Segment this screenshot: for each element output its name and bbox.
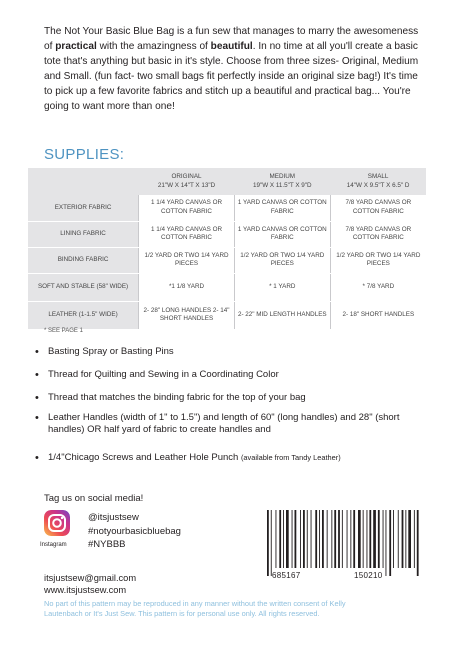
- row-label: BINDING FABRIC: [28, 247, 139, 273]
- table-cell: 1 1/4 YARD CANVAS OR COTTON FABRIC: [139, 195, 235, 221]
- barcode-bar: [311, 510, 312, 568]
- barcode-bar: [319, 510, 320, 568]
- social-handles: [88, 511, 181, 552]
- row-label: LEATHER (1-1.5" WIDE): [28, 301, 139, 329]
- table-cell: 1 1/4 YARD CANVAS OR COTTON FABRIC: [139, 221, 235, 247]
- table-cell: *1 1/8 YARD: [139, 273, 235, 301]
- website-link[interactable]: www.itsjustsew.com: [44, 585, 127, 596]
- row-label: EXTERIOR FABRIC: [28, 195, 139, 221]
- row-label: SOFT AND STABLE (58" WIDE): [28, 273, 139, 301]
- barcode-bar: [295, 510, 297, 568]
- instagram-icon[interactable]: [44, 510, 70, 536]
- barcode-bar: [267, 510, 269, 576]
- barcode-bar: [363, 510, 364, 568]
- intro-paragraph: [44, 24, 424, 115]
- table-cell: 7/8 YARD CANVAS OR COTTON FABRIC: [330, 221, 426, 247]
- barcode-bar: [271, 510, 272, 576]
- barcode-bar: [276, 510, 277, 568]
- barcode-bar: [367, 510, 368, 568]
- intro-text-3: . In no time at all you'll create a basic tote that's anything but basic in it's style. Choose from three sizes- Original, Medium and Small. (fun fact- two small bags fit perfectly inside an original size bag!) It's time to pick up a few favorite fabrics and stitch up a beautiful and practical bag... You're going to want more than one!: [44, 41, 419, 113]
- header-medium: MEDIUM 19"W X 11.5"T X 9"D: [234, 168, 330, 195]
- see-page-note: * SEE PAGE 1: [44, 328, 83, 334]
- hashtag: #NYBBB: [88, 539, 126, 550]
- barcode-bar: [307, 510, 308, 568]
- email-link[interactable]: itsjustsew@gmail.com: [44, 573, 137, 583]
- table-row: [28, 301, 426, 329]
- table-cell: 1/2 YARD OR TWO 1/4 YARD PIECES: [234, 247, 330, 273]
- barcode-number-right: 150210: [354, 571, 383, 580]
- list-item: • Basting Spray or Basting Pins: [34, 346, 434, 358]
- barcode-bar: [279, 510, 281, 568]
- barcode-bar: [334, 510, 336, 568]
- barcode-bar: [386, 510, 387, 576]
- tag-us-line: Tag us on social media!: [44, 493, 144, 504]
- header-small: SMALL 14"W X 9.5"T X 6.5" D: [330, 168, 426, 195]
- barcode-bar: [350, 510, 351, 568]
- instagram-label: Instagram: [40, 542, 67, 548]
- barcode-number-left: 685167: [272, 571, 301, 580]
- table-cell: 1 YARD CANVAS OR COTTON FABRIC: [234, 221, 330, 247]
- barcode-bar: [408, 510, 411, 568]
- table-cell: 1/2 YARD OR TWO 1/4 YARD PIECES: [139, 247, 235, 273]
- barcode-bar: [283, 510, 284, 568]
- table-row: [28, 273, 426, 301]
- barcode-bar: [414, 510, 415, 568]
- barcode-bar: [286, 510, 289, 568]
- list-item: • Thread that matches the binding fabric for the top of your bag: [34, 392, 434, 404]
- table-row: [28, 221, 426, 247]
- list-item: • Thread for Quilting and Sewing in a Coordinating Color: [34, 369, 434, 381]
- barcode-bar: [393, 510, 394, 568]
- table-cell: 2- 22" MID LENGTH HANDLES: [234, 301, 330, 329]
- barcode-bar: [338, 510, 340, 568]
- intro-text-2: with the amazingness of: [96, 41, 211, 53]
- table-cell: * 1 YARD: [234, 273, 330, 301]
- header-original: ORIGINAL 21"W X 14"T X 13"D: [139, 168, 235, 195]
- table-header-row: [28, 168, 426, 195]
- table-cell: 1/2 YARD OR TWO 1/4 YARD PIECES: [330, 247, 426, 273]
- supplies-table: [28, 168, 426, 330]
- list-item: • Leather Handles (width of 1" to 1.5") and length of 60" (long handles) and 28" (short handles) OR half yard of fabric to create handles and: [34, 412, 434, 436]
- barcode-bar: [353, 510, 355, 568]
- social-handle: @itsjustsew: [88, 512, 139, 523]
- barcode-bar: [378, 510, 380, 568]
- barcode-bar: [342, 510, 343, 568]
- barcode-bar: [369, 510, 371, 568]
- contact-info: [44, 572, 136, 596]
- barcode-bar: [303, 510, 305, 568]
- table-cell: 2- 18" SHORT HANDLES: [330, 301, 426, 329]
- barcode-bar: [315, 510, 317, 568]
- barcode-bar: [300, 510, 301, 568]
- barcode-bar: [327, 510, 328, 568]
- table-row: [28, 247, 426, 273]
- intro-bold-practical: practical: [55, 41, 97, 53]
- table-cell: 2- 28" LONG HANDLES 2- 14" SHORT HANDLES: [139, 301, 235, 329]
- supplies-bullet-list: [34, 346, 434, 475]
- barcode: [265, 510, 424, 576]
- row-label: LINING FABRIC: [28, 221, 139, 247]
- barcode-bar: [405, 510, 406, 568]
- hashtag: #notyourbasicbluebag: [88, 525, 181, 537]
- barcode-bar: [383, 510, 384, 568]
- barcode-bar: [331, 510, 332, 568]
- table-cell: 7/8 YARD CANVAS OR COTTON FABRIC: [330, 195, 426, 221]
- barcode-bar: [358, 510, 361, 568]
- table-cell: 1 YARD CANVAS OR COTTON FABRIC: [234, 195, 330, 221]
- list-item: [34, 452, 434, 464]
- barcode-bar: [398, 510, 399, 568]
- barcode-bar: [402, 510, 404, 568]
- barcode-bar: [389, 510, 391, 576]
- intro-bold-beautiful: beautiful: [210, 41, 253, 53]
- supplies-heading: SUPPLIES:: [44, 146, 125, 163]
- barcode-bar: [347, 510, 348, 568]
- barcode-bar: [417, 510, 419, 576]
- tandy-leather-note: (available from Tandy Leather): [240, 453, 341, 462]
- copyright-notice: No part of this pattern may be reproduced in any manner without the written consent of Kelly Lautenbach or It's Just Sew. This pattern is for personal use only. All rights reserved.: [44, 599, 346, 618]
- barcode-bar: [292, 510, 293, 568]
- barcode-bar: [322, 510, 324, 568]
- table-cell: * 7/8 YARD: [330, 273, 426, 301]
- table-row: [28, 195, 426, 221]
- chicago-screws-text: 1/4"Chicago Screws and Leather Hole Punch: [48, 452, 241, 463]
- barcode-bar: [373, 510, 376, 568]
- intro-text-1: The Not Your Basic Blue Bag is a fun sew that manages to marry the awesomeness of: [44, 26, 419, 53]
